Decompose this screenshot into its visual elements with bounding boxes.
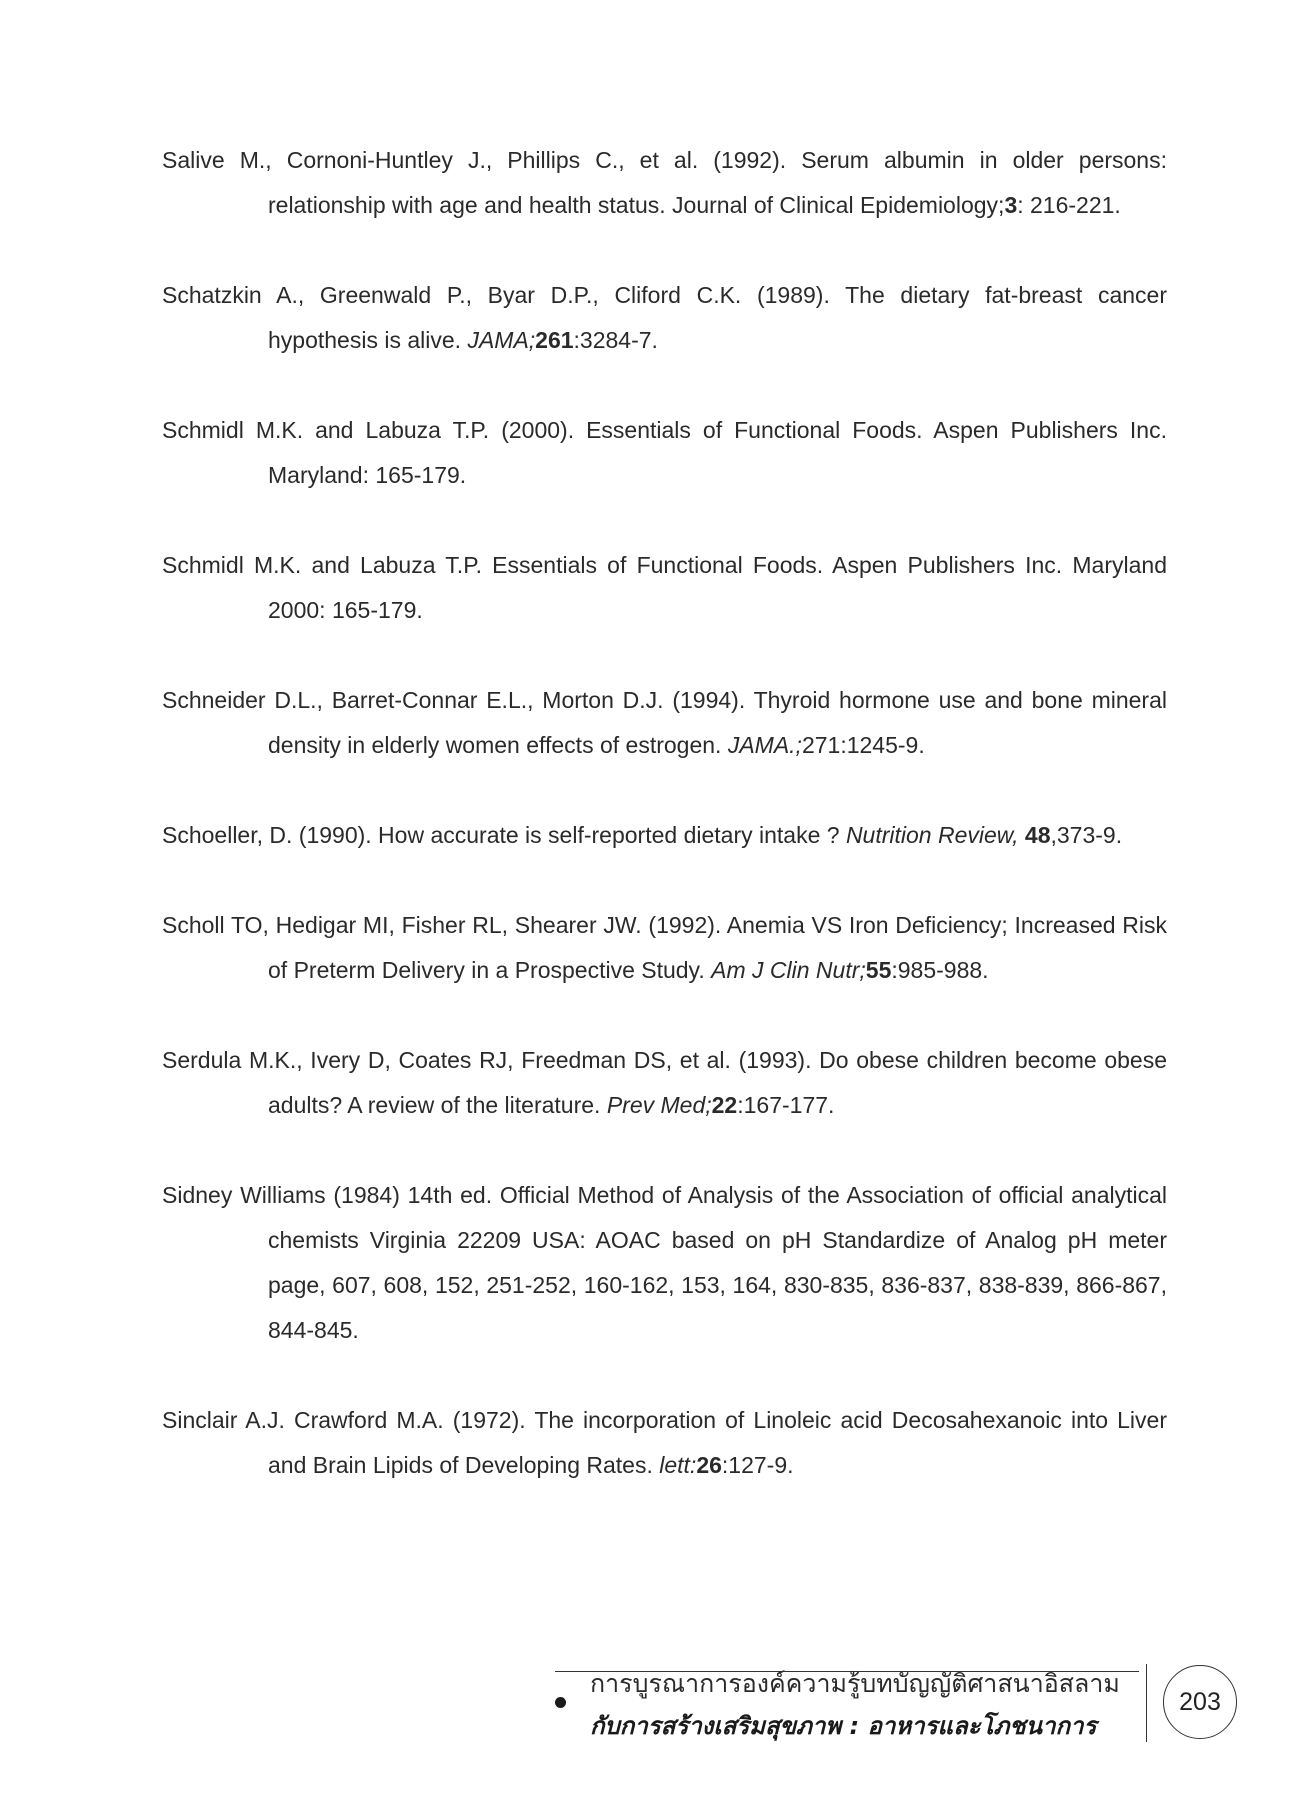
page-number: 203: [1163, 1665, 1237, 1739]
reference-entry: Schatzkin A., Greenwald P., Byar D.P., Cliford C.K. (1989). The dietary fat-breast cancer hypothesis is alive. JAMA;261:3284-7.: [162, 282, 1167, 353]
reference-entry: Schmidl M.K. and Labuza T.P. Essentials of Functional Foods. Aspen Publishers Inc. Maryland 2000: 165-179.: [162, 552, 1167, 623]
bullet-dot-icon: [555, 1697, 566, 1708]
footer-book-subtitle: กับการสร้างเสริมสุขภาพ : อาหารและโภชนาการ: [590, 1712, 1097, 1740]
footer-book-title: การบูรณาการองค์ความรู้บทบัญญัติศาสนาอิสลาม: [590, 1669, 1120, 1698]
reference-entry: Serdula M.K., Ivery D, Coates RJ, Freedman DS, et al. (1993). Do obese children become obese adults? A review of the literature. Prev Med;22:167-177.: [162, 1047, 1167, 1118]
reference-entry: Sinclair A.J. Crawford M.A. (1972). The incorporation of Linoleic acid Decosahexanoic into Liver and Brain Lipids of Developing Rates. lett:26:127-9.: [162, 1407, 1167, 1478]
running-footer: [555, 1660, 1255, 1740]
reference-list: [162, 138, 1167, 1533]
reference-entry: Salive M., Cornoni-Huntley J., Phillips C., et al. (1992). Serum albumin in older persons: relationship with age and health status. Journal of Clinical Epidemiology;3: 216-221.: [162, 147, 1167, 218]
reference-entry: Schoeller, D. (1990). How accurate is self-reported dietary intake ? Nutrition Review, 48,373-9.: [162, 822, 1123, 848]
reference-entry: Sidney Williams (1984) 14th ed. Official Method of Analysis of the Association of official analytical chemists Virginia 22209 USA: AOAC based on pH Standardize of Analog pH meter page, 607, 608, 152, 251-252, 160-162, 153, 164, 830-835, 836-837, 838-839, 866-867, 844-845.: [162, 1182, 1167, 1343]
reference-entry: Schneider D.L., Barret-Connar E.L., Morton D.J. (1994). Thyroid hormone use and bone mineral density in elderly women effects of estrogen. JAMA.;271:1245-9.: [162, 687, 1167, 758]
reference-entry: Scholl TO, Hedigar MI, Fisher RL, Shearer JW. (1992). Anemia VS Iron Deficiency; Increased Risk of Preterm Delivery in a Prospective Study. Am J Clin Nutr;55:985-988.: [162, 912, 1167, 983]
reference-entry: Schmidl M.K. and Labuza T.P. (2000). Essentials of Functional Foods. Aspen Publishers Inc. Maryland: 165-179.: [162, 417, 1167, 488]
